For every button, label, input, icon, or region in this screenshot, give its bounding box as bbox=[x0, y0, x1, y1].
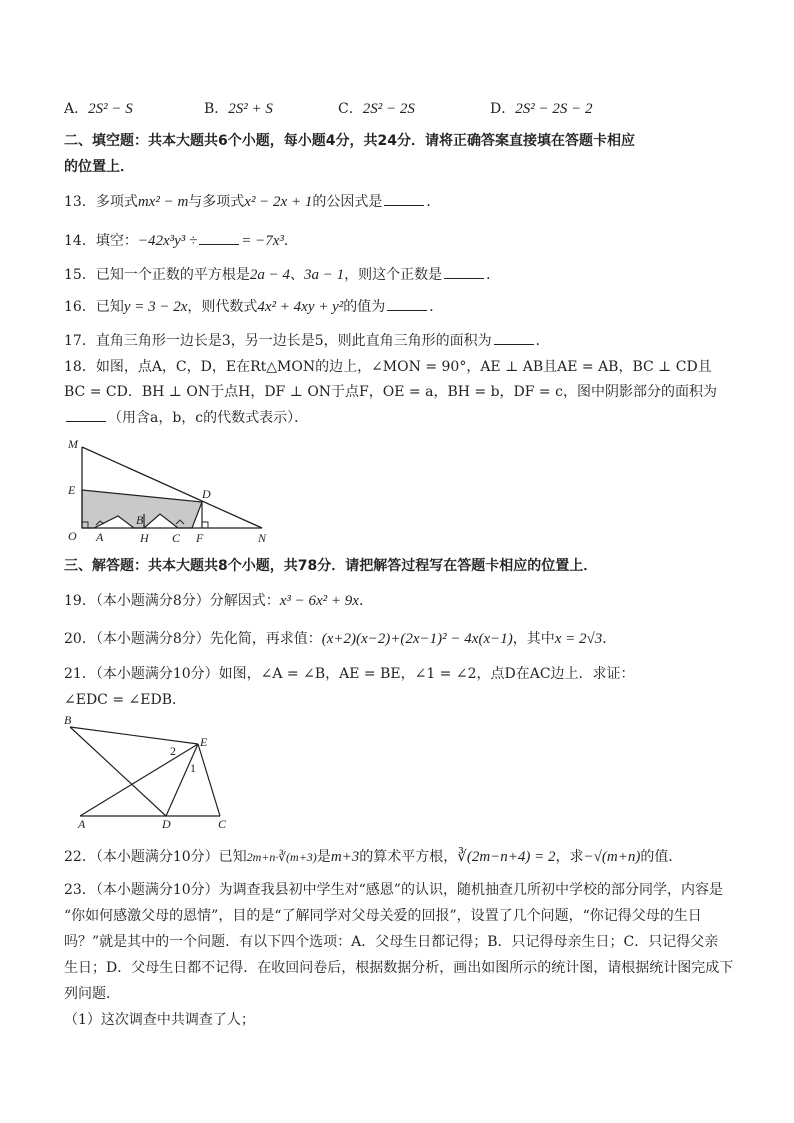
angle-label-2: 2 bbox=[170, 744, 176, 758]
label-m: M bbox=[68, 437, 78, 451]
question-18-line3: （用含a，b，c的代数式表示）． bbox=[64, 407, 308, 428]
answer-blank bbox=[387, 296, 427, 311]
choice-c: C．2S² − 2S bbox=[338, 101, 415, 117]
label-o: O bbox=[68, 529, 77, 543]
segment-be bbox=[70, 727, 198, 744]
answer-blank bbox=[384, 191, 424, 206]
question-17: 17．直角三角形一边长是3，另一边长是5，则此直角三角形的面积为 ． bbox=[64, 330, 550, 351]
segment-bd bbox=[70, 727, 166, 816]
label-h: H bbox=[140, 531, 149, 545]
label-c: C bbox=[218, 817, 227, 831]
question-23-line1: 23．（本小题满分10分）为调查我县初中学生对“感恩”的认识，随机抽查几所初中学校的部分同学，内容是 bbox=[64, 882, 723, 898]
question-16: 16．已知y = 3 − 2x，则代数式4x² + 4xy + y²的值为 ． bbox=[64, 296, 443, 317]
question-20: 20．（本小题满分8分）先化简，再求值：(x+2)(x−2)+(2x−1)² − 4x(x−1)，其中x = 2√3． bbox=[64, 631, 617, 647]
label-e: E bbox=[68, 483, 76, 497]
answer-blank bbox=[66, 407, 106, 422]
question-22: 22．（本小题满分10分）已知2m+n·∛(m+3)是m+3的算术平方根，∛(2m−n+4) = 2，求−√(m+n)的值． bbox=[64, 849, 683, 865]
question-23-line2: “你如何感激父母的恩情”，目的是“了解同学对父母关爱的回报”，设置了几个问题，“你记得父母的生日 bbox=[64, 908, 702, 924]
label-b: B bbox=[64, 713, 72, 727]
choice-b: B．2S² + S bbox=[204, 101, 273, 117]
question-18-line1: 18．如图，点A，C，D，E在Rt△MON的边上，∠MON = 90°，AE ⊥ AB且AE = AB，BC ⊥ CD且 bbox=[64, 359, 712, 375]
label-c: C bbox=[172, 531, 181, 545]
label-d: D bbox=[162, 817, 171, 831]
right-angle-f bbox=[202, 522, 208, 528]
question-21-line1: 21．（本小题满分10分）如图，∠A = ∠B，AE = BE，∠1 = ∠2，点D在AC边上．求证： bbox=[64, 666, 635, 682]
figure-18 bbox=[60, 432, 280, 547]
choice-a: A．2S² − S bbox=[64, 101, 133, 117]
figure-21 bbox=[60, 712, 240, 832]
question-23-line4: 生日；D．父母生日都不记得．在收回问卷后，根据数据分析，画出如图所示的统计图，请根据统计图完成下 bbox=[64, 960, 734, 976]
question-13: 13．多项式mx² − m与多项式x² − 2x + 1的公因式是 ． bbox=[64, 191, 440, 212]
choice-d: D．2S² − 2S − 2 bbox=[490, 101, 593, 117]
section3-heading: 三、解答题：共本大题共8个小题，共78分．请把解答过程写在答题卡相应的位置上． bbox=[64, 558, 598, 574]
label-a: A bbox=[78, 817, 86, 831]
q12-choices bbox=[64, 98, 664, 120]
answer-blank bbox=[444, 264, 484, 279]
question-15: 15．已知一个正数的平方根是2a − 4、3a − 1，则这个正数是 ． bbox=[64, 264, 500, 285]
angle-label-1: 1 bbox=[190, 761, 196, 775]
label-f: F bbox=[196, 531, 204, 545]
label-d: D bbox=[202, 487, 211, 501]
question-23-line5: 列问题． bbox=[64, 986, 120, 1002]
label-n: N bbox=[258, 531, 267, 545]
question-18-line2: BC = CD．BH ⊥ ON于点H，DF ⊥ ON于点F，OE = a，BH = b，DF = c，图中阴影部分的面积为 bbox=[64, 384, 717, 400]
question-23-line3: 吗？”就是其中的一个问题．有以下四个选项：A．父母生日都记得；B．只记得母亲生日；C．只记得父亲 bbox=[64, 934, 719, 950]
answer-blank bbox=[494, 330, 534, 345]
label-a: A bbox=[96, 530, 104, 544]
label-b: B bbox=[136, 513, 144, 527]
section2-heading: 二、填空题：共本大题共6个小题，每小题4分，共24分．请将正确答案直接填在答题卡相应 bbox=[64, 133, 635, 149]
question-14: 14．填空：−42x³y³ ÷ = −7x³． bbox=[64, 230, 298, 251]
label-e: E bbox=[200, 735, 208, 749]
segment-ec bbox=[198, 744, 220, 816]
answer-blank bbox=[199, 230, 239, 245]
question-19: 19．（本小题满分8分）分解因式：x³ − 6x² + 9x． bbox=[64, 593, 373, 609]
question-23-sub1: （1）这次调查中共调查了人； bbox=[64, 1012, 255, 1028]
question-21-line2: ∠EDC = ∠EDB． bbox=[64, 692, 186, 708]
section2-heading-cont: 的位置上． bbox=[64, 159, 134, 175]
segment-ae bbox=[80, 744, 198, 816]
